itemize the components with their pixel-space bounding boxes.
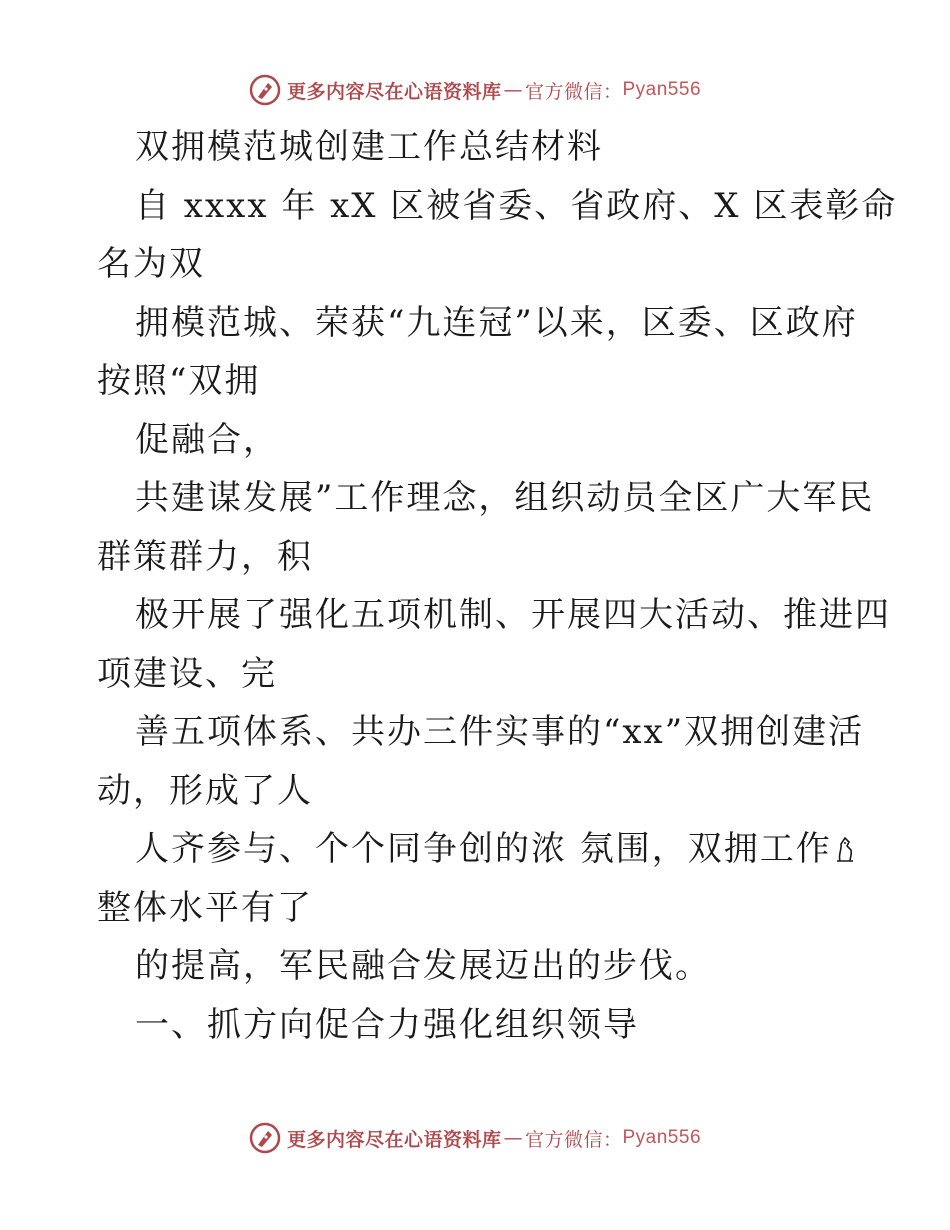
paragraph-line: 自 xxxx 年 xX 区被省委、省政府、X 区表彰命 xyxy=(135,185,898,226)
paragraph-line: 整体水平有了 xyxy=(97,887,313,928)
pen-nib-logo-icon xyxy=(249,74,281,106)
pen-nib-logo-icon xyxy=(249,1122,281,1154)
section-heading: 一、抓方向促合力强化组织领导 xyxy=(135,1004,639,1045)
footer-watermark xyxy=(0,1122,950,1154)
paragraph-line-with-icon xyxy=(97,820,857,879)
paragraph-line: 动，形成了人 xyxy=(97,770,313,811)
watermark-wechat-label: 官方微信： xyxy=(524,80,623,103)
missing-glyph-icon xyxy=(832,834,858,864)
watermark-site-text: 更多内容尽在心语资料库 xyxy=(286,1128,502,1151)
watermark-wechat-label: 官方微信： xyxy=(524,1128,623,1151)
document-title: 双拥模范城创建工作总结材料 xyxy=(135,127,603,167)
watermark-separator: — xyxy=(503,1127,523,1149)
watermark-site-text: 更多内容尽在心语资料库 xyxy=(286,80,502,103)
paragraph-line: 善五项体系、共办三件实事的“xx”双拥创建活 xyxy=(135,712,865,752)
watermark-wechat-id: Pyan556 xyxy=(622,79,702,100)
document-body xyxy=(97,118,898,1054)
paragraph-line: 群策群力，积 xyxy=(97,536,313,577)
paragraph-line: 按照“双拥 xyxy=(97,361,261,401)
paragraph-line: 名为双 xyxy=(97,244,205,284)
paragraph-line: 共建谋发展”工作理念，组织动员全区广大军民 xyxy=(135,478,875,518)
watermark-separator: — xyxy=(503,79,523,101)
paragraph-line: 拥模范城、荣获“九连冠”以来，区委、区政府 xyxy=(135,302,858,343)
paragraph-line: 促融合， xyxy=(135,419,279,460)
paragraph-line: 极开展了强化五项机制、开展四大活动、推进四 xyxy=(135,595,891,635)
paragraph-line: 项建设、完 xyxy=(97,653,277,694)
watermark-wechat-id: Pyan556 xyxy=(622,1127,702,1148)
paragraph-line: 的提高，军民融合发展迈出的步伐。 xyxy=(135,946,711,986)
paragraph-line-text: 人齐参与、个个同争创的浓 氛围，双拥工作 xyxy=(135,829,832,869)
header-watermark xyxy=(0,74,950,106)
